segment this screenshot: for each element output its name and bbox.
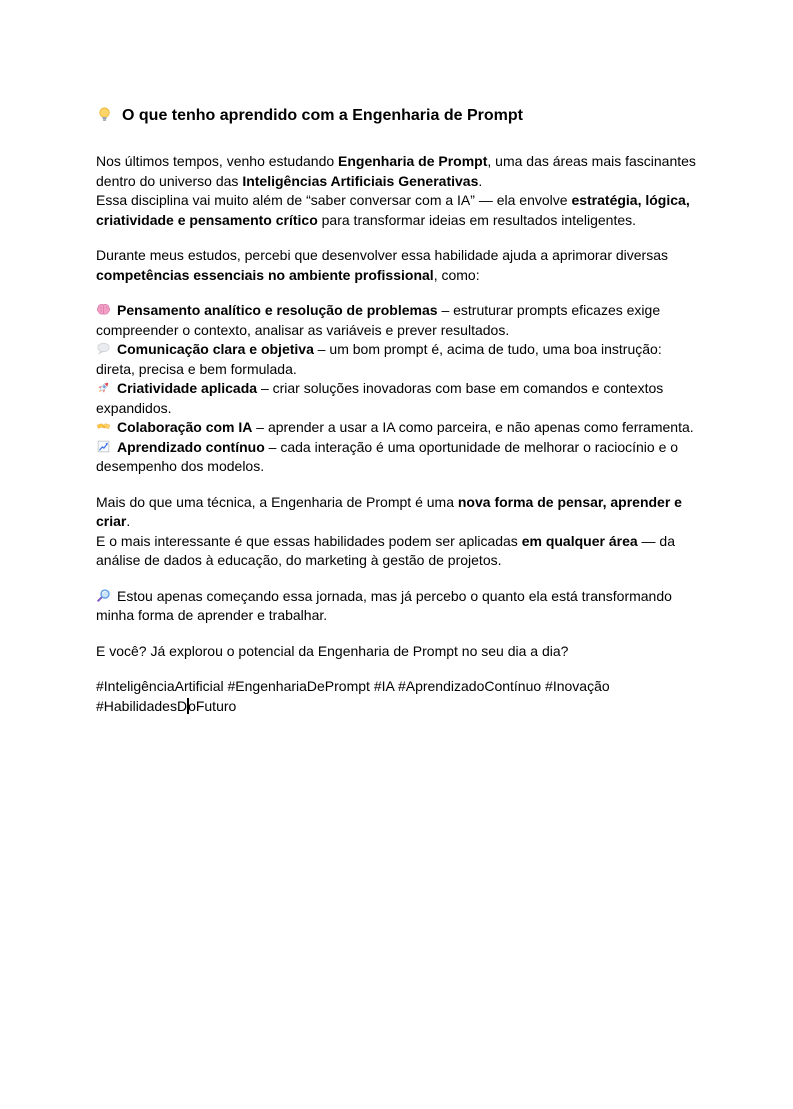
text-segment: E o mais interessante é que essas habilidades podem ser aplicadas xyxy=(96,532,522,549)
skill-text: – estruturar prompts eficazes exige compreender o contexto, analisar as variáveis e prever resultados. xyxy=(96,302,661,338)
text-segment: E você? Já explorou o potencial da Engenharia de Prompt no seu dia a dia? xyxy=(96,642,569,659)
skill-item-communication xyxy=(96,340,697,379)
text-segment: para transformar ideias em resultados inteligentes. xyxy=(317,211,637,228)
hashtag-before-cursor: #HabilidadesD xyxy=(96,697,188,714)
skill-item-collaboration xyxy=(96,418,697,438)
post-title xyxy=(96,104,697,128)
skill-bold: Pensamento analítico e resolução de problemas xyxy=(117,302,438,318)
bold-text: Engenharia de Prompt xyxy=(338,153,488,169)
bold-text: em qualquer área xyxy=(521,532,638,549)
hashtags-text: #InteligênciaArtificial #EngenhariaDePrompt #IA #AprendizadoContínuo #Inovação xyxy=(96,678,610,694)
text-segment: Essa disciplina vai muito além de “saber conversar com a IA” — ela envolve xyxy=(96,192,572,208)
bold-text: nova forma de pensar, aprender e criar xyxy=(96,493,682,529)
text-segment: — da análise de dados à educação, do marketing à gestão de projetos. xyxy=(96,532,675,568)
text-segment: , como: xyxy=(433,266,480,283)
paragraph-intro xyxy=(96,152,697,230)
speech-balloon-icon xyxy=(96,341,111,356)
rocket-icon xyxy=(96,380,111,395)
bold-text: competências essenciais no ambiente profissional xyxy=(96,266,434,283)
skill-text: – aprender a usar a IA como parceira, e não apenas como ferramenta. xyxy=(252,419,694,435)
skill-bold: Aprendizado contínuo xyxy=(117,438,265,455)
text-segment: . xyxy=(478,172,483,189)
paragraph-hashtags xyxy=(96,677,697,716)
skill-text: – um bom prompt é, acima de tudo, uma boa instrução: direta, precisa e bem formulada. xyxy=(96,341,662,377)
text-segment: Estou apenas começando essa jornada, mas já percebo o quanto ela está transformando minha forma de aprender e trabalhar. xyxy=(96,587,672,623)
chart-increasing-icon xyxy=(96,439,111,454)
hashtag-after-cursor: oFuturo xyxy=(188,697,237,714)
text-segment: , uma das áreas mais fascinantes dentro do universo das xyxy=(96,153,696,189)
brain-icon xyxy=(96,302,111,317)
skill-item-continuous-learning xyxy=(96,438,697,477)
paragraph-journey xyxy=(96,587,697,626)
skills-list xyxy=(96,301,697,477)
post-title-text: O que tenho aprendido com a Engenharia de Prompt xyxy=(122,107,523,124)
paragraph-reflection xyxy=(96,493,697,571)
skill-item-creativity xyxy=(96,379,697,418)
magnifying-glass-icon xyxy=(96,588,111,603)
bold-text: Inteligências Artificiais Generativas xyxy=(242,172,479,189)
bold-text: estratégia, lógica, criatividade e pensamento crítico xyxy=(96,192,690,228)
skill-bold: Comunicação clara e objetiva xyxy=(117,341,314,357)
light-bulb-icon xyxy=(96,106,113,123)
handshake-icon xyxy=(96,419,111,434)
hashtag-with-cursor xyxy=(96,698,236,714)
paragraph-question xyxy=(96,642,697,662)
text-segment: Durante meus estudos, percebi que desenvolver essa habilidade ajuda a aprimorar diversas xyxy=(96,247,668,263)
skill-bold: Colaboração com IA xyxy=(117,419,253,435)
text-segment: . xyxy=(126,513,131,529)
skill-item-analytical-thinking xyxy=(96,301,697,340)
skill-bold: Criatividade aplicada xyxy=(117,380,258,396)
text-segment: Nos últimos tempos, venho estudando xyxy=(96,153,339,169)
skill-text: – criar soluções inovadoras com base em comandos e contextos expandidos. xyxy=(96,380,664,416)
text-segment: Mais do que uma técnica, a Engenharia de Prompt é uma xyxy=(96,493,458,510)
skill-text: – cada interação é uma oportunidade de melhorar o raciocínio e o desempenho dos modelos. xyxy=(96,438,679,474)
paragraph-studies xyxy=(96,246,697,285)
